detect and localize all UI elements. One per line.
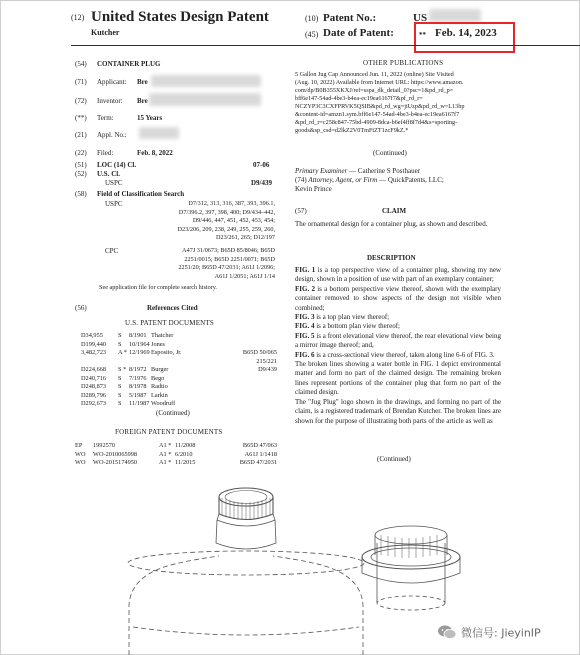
us-doc-name: Larkin [151, 391, 168, 399]
us-doc-name: Bego [151, 374, 165, 382]
header-rule [71, 45, 580, 46]
code-45: (45) [305, 30, 319, 39]
foreign-doc-c: EP [75, 442, 83, 449]
uspc-line: D23/261, 265; D12/197 [216, 234, 275, 242]
foreign-docs-title: FOREIGN PATENT DOCUMENTS [115, 428, 223, 436]
foreign-doc-k: A1 * [159, 442, 172, 449]
us-doc-date: 10/1964 [129, 340, 150, 348]
code-74: (74) [295, 176, 307, 184]
us-doc-k: S [118, 391, 122, 399]
cpc-line: A61J 1/2051; A61J 1/14 [214, 272, 275, 280]
foreign-doc-date: 11/2008 [175, 442, 196, 449]
code-21: (21) [75, 131, 87, 139]
foreign-doc-cls: B65D 47/2031 [239, 459, 277, 466]
other-pub-line: &pd_rd_r=c258c847-75bd-4909-8dca-b6ef4ff8f7d4&s=sporting- [295, 119, 458, 126]
us-doc-date: 7/1976 [129, 374, 147, 382]
code-58: (58) [75, 190, 87, 198]
attorney-line [295, 176, 444, 185]
other-pub-line: NCZYP3C3CXFPRVK5QSIB&pd_rd_wg=jiUzp&pd_rd_w=L13hp [295, 103, 465, 110]
applicant-label: Applicant: [97, 78, 127, 86]
us-doc-no: D248,873 [81, 383, 107, 390]
uspc-line: D9/446, 447, 451, 452, 453, 454; [192, 217, 275, 225]
us-doc-name: Esposito, Jr. [151, 349, 182, 356]
us-doc-date: 12/1969 [129, 349, 150, 356]
redacted-patent-number [429, 9, 481, 22]
foreign-doc-c: WO [75, 459, 86, 466]
applicant-value: Bre [137, 78, 148, 86]
field-search-label: Field of Classification Search [97, 190, 185, 198]
field-cpc-label: CPC [105, 247, 119, 255]
foreign-doc-no: WO-2015174950 [93, 459, 138, 466]
search-history-note: See application file for complete search history. [99, 284, 217, 291]
claim-text: The ornamental design for a container plug, as shown and described. [295, 220, 488, 228]
us-doc-cls: B65D 50/065 [242, 349, 277, 356]
us-doc-no: D289,796 [81, 391, 107, 399]
us-doc-date: 5/1987 [129, 391, 147, 399]
code-54: (54) [75, 60, 87, 68]
other-pub-line: 5 Gallon Jug Cap Announced Jun. 11, 2022 (online) Site Visited [295, 71, 454, 78]
us-doc-k: S [118, 332, 122, 339]
patent-no-value: US [413, 12, 428, 24]
us-doc-date: 8/1901 [129, 332, 147, 339]
desc-paragraph: The "Jug Plug" logo shown in the drawings, and forming no part of the claim, is a registered trademark of Brendan Kutcher. The broken lines are shown for the purpose of illustrating both parts of the article as well as [295, 397, 501, 425]
cpc-line: 2251/0015; B65D 2251/0071; B65D [184, 255, 275, 263]
code-56: (56) [75, 304, 87, 312]
uspc-line: D23/206, 209, 238, 249, 255, 259, 260, [177, 225, 275, 233]
inventor-short: Kutcher [91, 28, 120, 37]
inventor-value: Bre [137, 97, 148, 105]
desc-paragraph: The broken lines showing a water bottle in FIG. 1 depict environmental matter and form no part of the claimed design. The remaining broken lines represent portions of the container plug that form no part of the claimed design. [295, 360, 501, 397]
code-10: (10) [305, 14, 319, 23]
other-pub-line: &content-id=amzn1.sym.bff6e147-54ad-4be3-b4ea-ec19ea6167f7 [295, 111, 460, 118]
us-doc-k: S * [118, 366, 127, 373]
filed-label: Filed: [97, 149, 114, 157]
attorney-label: Attorney, Agent, or Firm [308, 176, 378, 184]
loc-value: 07-06 [253, 161, 270, 169]
loc-label: LOC (14) Cl. [97, 161, 137, 169]
us-cl-value: D9/439 [251, 179, 272, 187]
field-cpc-lines [178, 247, 275, 281]
us-doc-cls: D9/439 [258, 366, 277, 373]
code-12: (12) [71, 13, 85, 22]
cap-ribs [222, 498, 270, 520]
code-57: (57) [295, 207, 307, 215]
container-outline [128, 551, 364, 655]
foreign-doc-date: 11/2015 [175, 459, 196, 466]
desc-paragraph: FIG. 3 is a top plan view thereof; [295, 313, 390, 322]
foreign-doc-no: WO-2010065998 [93, 450, 138, 458]
us-doc-no: 3,482,723 [81, 349, 107, 356]
code-51: (51) [75, 161, 87, 169]
field-uspc-label: USPC [105, 200, 123, 208]
foreign-doc-k: A1 * [159, 450, 172, 458]
date-label: Date of Patent: [323, 27, 394, 39]
uspc-line: D7/312, 313, 316, 387, 393, 396.1, [188, 200, 275, 207]
us-doc-no: D292,673 [81, 400, 107, 407]
other-pub-line: goods&sp_csd=d2lkZ2V0TmFtZT1zcF9kZ.* [295, 127, 409, 134]
foreign-doc-k: A1 * [159, 459, 172, 466]
other-pub-line: (Aug. 10, 2022) Available from Internet URL: https://www.amazon. [295, 79, 464, 86]
examiner-line [295, 167, 420, 176]
foreign-doc-date: 6/2010 [175, 450, 193, 458]
us-cl-label: U.S. Cl. [97, 170, 120, 178]
examiner-label: Primary Examiner [295, 167, 348, 175]
code-term: (**) [75, 114, 87, 122]
code-22: (22) [75, 149, 87, 157]
us-doc-no: D199,440 [81, 340, 107, 348]
attorney-line2: Kevin Prince [295, 185, 332, 193]
code-52: (52) [75, 170, 87, 178]
us-cl-uspc-label: USPC [105, 179, 123, 187]
redacted-appl-no [139, 127, 179, 139]
container-plug-drawing [101, 477, 471, 655]
examiner-name: — Catherine S Posthauer [349, 167, 421, 175]
references-title: References Cited [147, 304, 198, 312]
term-label: Term: [97, 114, 114, 122]
foreign-doc-no: 1992570 [93, 442, 116, 449]
other-pub-line: com/dp/B0B355XKXJ/ref=sspa_dk_detail_0?psc=1&pd_rd_p= [295, 87, 454, 94]
cpc-line: 2251/20; B65D 47/2031; A61J 1/2096; [178, 264, 275, 272]
description-continued: (Continued) [377, 455, 411, 463]
date-marker: ** [419, 31, 426, 39]
other-publications-title: OTHER PUBLICATIONS [363, 59, 444, 67]
filed-value: Feb. 8, 2022 [137, 149, 173, 157]
description-title: DESCRIPTION [367, 254, 416, 262]
field-uspc-lines [178, 200, 275, 243]
us-doc-k: S [118, 374, 122, 382]
other-pub-continued: (Continued) [373, 149, 407, 157]
desc-paragraph: FIG. 2 is a bottom perspective view thereof, shown with the exemplary container removed to show aspects of the design not visible when combined; [295, 284, 501, 312]
watermark [437, 623, 541, 641]
claim-title: CLAIM [382, 207, 407, 215]
us-doc-date: 8/1978 [129, 383, 147, 390]
us-docs-continued: (Continued) [156, 409, 190, 417]
date-highlight-box [414, 22, 515, 53]
patent-no-label: Patent No.: [323, 12, 377, 24]
us-doc-no: D34,955 [81, 332, 103, 339]
inventor-label: Inventor: [97, 97, 123, 105]
foreign-doc-c: WO [75, 450, 86, 458]
uspc-line: D7/396.2, 397, 398, 400; D9/434–442, [178, 208, 275, 216]
us-doc-no: D240,716 [81, 374, 107, 382]
other-pub-line: bff6e147-54ad-4be3-b4ea-ec19ea6167f7&pf_rd_r= [295, 95, 423, 102]
design-title: CONTAINER PLUG [97, 60, 161, 68]
us-doc-name: Jones [151, 340, 165, 348]
us-doc-name: Burger [151, 366, 169, 373]
date-value: Feb. 14, 2023 [435, 27, 497, 39]
code-72: (72) [75, 97, 87, 105]
us-doc-name: Radtio [151, 383, 168, 390]
us-doc-name: Thatcher [151, 332, 174, 339]
us-doc-k: S [118, 400, 122, 407]
wechat-icon [437, 624, 457, 640]
desc-paragraph: FIG. 4 is a bottom plan view thereof; [295, 322, 400, 331]
description-body [295, 266, 501, 426]
desc-paragraph: FIG. 5 is a front elevational view thereof, the rear elevational view being a mirror image thereof; and, [295, 331, 501, 350]
us-doc-date: 8/1972 [129, 366, 147, 373]
watermark-text: 微信号: JieyinIP [461, 626, 541, 640]
us-doc-date: 11/1987 [129, 400, 150, 407]
us-doc-k: S [118, 340, 122, 348]
us-docs-title: U.S. PATENT DOCUMENTS [125, 319, 214, 327]
us-doc-name: Woodruff [151, 400, 176, 407]
other-publications-text [295, 71, 464, 135]
cpc-line: A47J 31/0673; B65D 85/8046; B65D [182, 247, 275, 254]
redacted-applicant [151, 75, 261, 87]
foreign-doc-cls: B65D 47/063 [242, 442, 277, 449]
attorney-value: — QuickPatents, LLC; [379, 176, 444, 184]
patent-title: United States Design Patent [91, 9, 269, 25]
foreign-doc-cls: A61J 1/1418 [244, 450, 277, 458]
term-value: 15 Years [137, 114, 163, 122]
code-71: (71) [75, 78, 87, 86]
us-doc-cls: 215/221 [256, 357, 277, 365]
desc-paragraph: FIG. 6 is a cross-sectional view thereof, taken along line 6-6 of FIG. 3. [295, 350, 495, 359]
us-doc-k: A * [118, 349, 127, 356]
desc-paragraph: FIG. 1 is a top perspective view of a container plug, showing my new design, shown in a position of use with part of an exemplary container; [295, 266, 501, 284]
us-doc-no: D224,668 [81, 366, 107, 373]
plug-bottom-view [362, 526, 460, 610]
appl-no-label: Appl. No.: [97, 131, 127, 139]
us-doc-k: S [118, 383, 122, 390]
redacted-inventor [149, 93, 261, 106]
